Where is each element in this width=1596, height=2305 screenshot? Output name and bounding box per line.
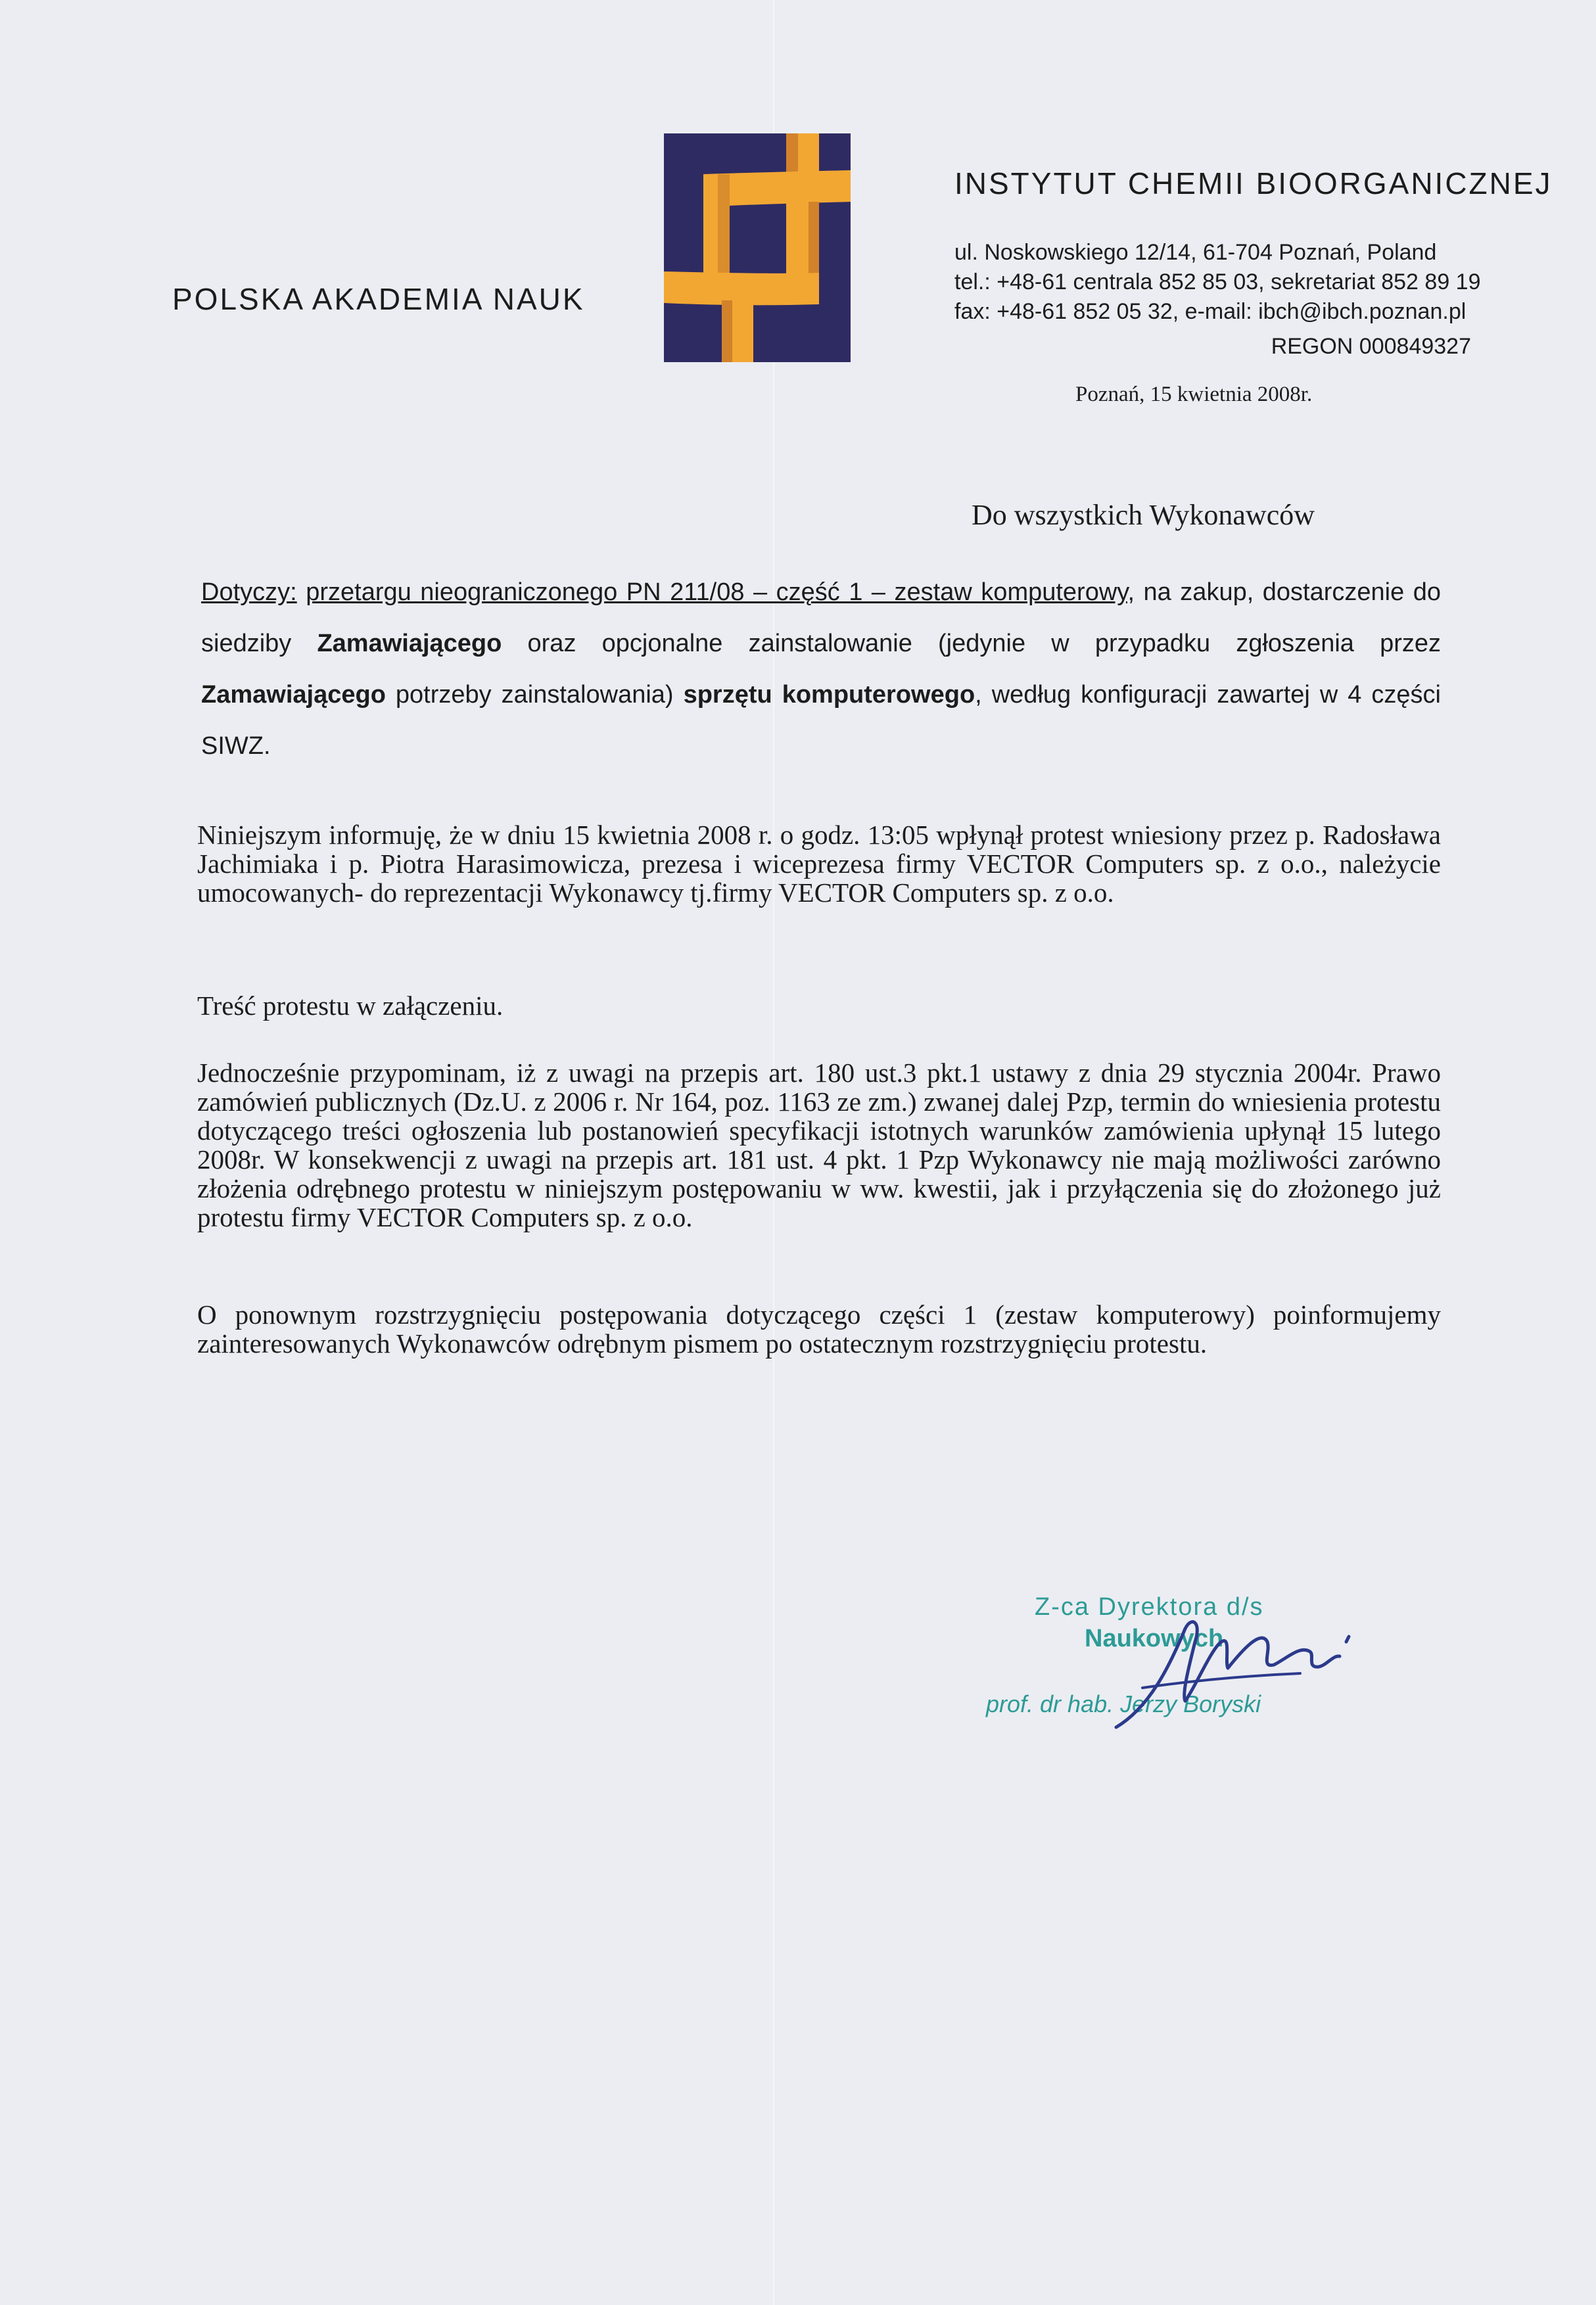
letter-date: Poznań, 15 kwietnia 2008r. [1075, 383, 1313, 406]
subject-tender: przetargu nieograniczonego PN 211/08 – część 1 – zestaw komputerowy, [306, 578, 1135, 606]
subject-bold-3: sprzętu komputerowego [683, 681, 975, 709]
paragraph-closing: O ponownym rozstrzygnięciu postępowania dotyczącego części 1 (zestaw komputerowy) poinformujemy zainteresowanych Wykonawców odrębnym pismem po ostatecznym rozstrzygnięciu protestu. [197, 1299, 1441, 1359]
stamp-position: Z-ca Dyrektora d/s [1035, 1593, 1264, 1621]
academy-name: POLSKA AKADEMIA NAUK [172, 282, 585, 316]
subject-paragraph [201, 567, 1441, 772]
paragraph-protest-info: Niniejszym informuję, że w dniu 15 kwietnia 2008 r. o godz. 13:05 wpłynął protest wniesiony przez p. Radosława Jachimiaka i p. Piotra Harasimowicza, prezesa i wiceprezesa firmy VECTOR Computers sp. z o.o., należycie umocowanych- do reprezentacji Wykonawcy tj.firmy VECTOR Computers sp. z o.o. [197, 820, 1441, 908]
fax-line: fax: +48-61 852 05 32, e-mail: ibch@ibch.poznan.pl [954, 299, 1467, 324]
official-stamp [985, 1589, 1379, 1740]
address-line: ul. Noskowskiego 12/14, 61-704 Poznań, Poland [954, 240, 1437, 265]
institute-address [954, 238, 1481, 361]
subject-bold-2: Zamawiającego [201, 681, 386, 709]
stamp-department: Naukowych [1085, 1625, 1224, 1652]
subject-text-1: na zakup, dostarczenie do siedziby [201, 578, 1442, 657]
handwritten-signature [1070, 1589, 1373, 1740]
institute-name: INSTYTUT CHEMII BIOORGANICZNEJ [954, 166, 1553, 200]
phone-line: tel.: +48-61 centrala 852 85 03, sekretariat 852 89 19 [954, 269, 1481, 294]
subject-label: Dotyczy: [201, 578, 297, 606]
subject-text-4: , według konfiguracji zawartej w 4 części SIWZ. [201, 681, 1441, 760]
subject-text-2: oraz opcjonalne zainstalowanie (jedynie w przypadku zgłoszenia przez [502, 630, 1441, 657]
subject-text-3: potrzeby zainstalowania) [385, 681, 684, 709]
paragraph-attachment: Treść protestu w załączeniu. [197, 990, 504, 1021]
institute-logo [664, 133, 851, 362]
subject-bold-1: Zamawiającego [317, 630, 502, 657]
paragraph-legal-reminder: Jednocześnie przypominam, iż z uwagi na przepis art. 180 ust.3 pkt.1 ustawy z dnia 29 stycznia 2004r. Prawo zamówień publicznych (Dz.U. z 2006 r. Nr 164, poz. 1163 ze zm.) zwanej dalej Pzp, termin do wniesienia protestu dotyczącego treści ogłoszenia lub postanowień specyfikacji istotnych warunków zamówienia upłynął 15 lutego 2008r. W konsekwencji z uwagi na przepis art. 181 ust. 4 pkt. 1 Pzp Wykonawcy nie mają możliwości zarówno złożenia odrębnego protestu w niniejszym postępowaniu w ww. kwestii, jak i przyłączenia się do złożonego już protestu firmy VECTOR Computers sp. z o.o. [197, 1058, 1441, 1232]
stamp-person: prof. dr hab. Jerzy Boryski [986, 1690, 1261, 1717]
recipient-line: Do wszystkich Wykonawców [972, 499, 1315, 531]
regon-line: REGON 000849327 [1271, 334, 1471, 359]
